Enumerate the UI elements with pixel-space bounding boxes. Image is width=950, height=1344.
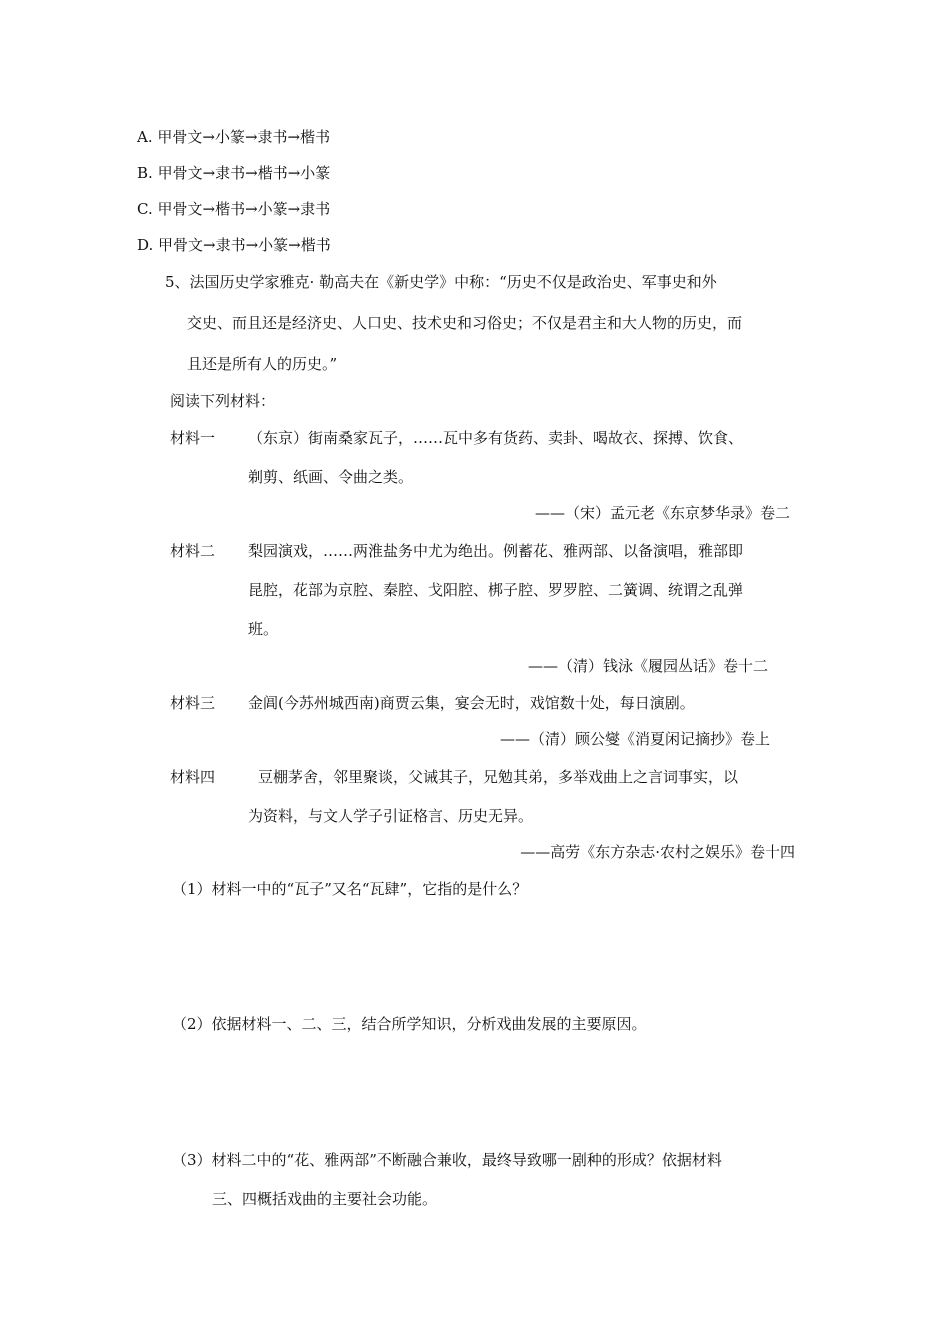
option-c-text: 甲骨文→楷书→小篆→隶书 xyxy=(157,200,331,218)
material-4-line2: 为资料，与文人学子引证格言、历史无异。 xyxy=(248,807,534,825)
sub-question-1: （1）材料一中的“瓦子”又名“瓦肆”，它指的是什么？ xyxy=(172,880,528,898)
sub-question-2: （2）依据材料一、二、三，结合所学知识，分析戏曲发展的主要原因。 xyxy=(172,1015,647,1033)
material-3-source: ——（清）顾公燮《消夏闲记摘抄》卷上 xyxy=(499,730,770,748)
question5-line2: 交史、而且还是经济史、人口史、技术史和习俗史；不仅是君主和大人物的历史，而 xyxy=(187,314,743,332)
material-2-label: 材料二 xyxy=(170,542,216,560)
material-2-line3: 班。 xyxy=(248,620,279,638)
material-1-line2: 剃剪、纸画、令曲之类。 xyxy=(248,468,414,486)
sub-question-3-line2: 三、四概括戏曲的主要社会功能。 xyxy=(212,1190,438,1208)
material-4-line1: 豆棚茅舍，邻里聚谈，父诫其子，兄勉其弟，多举戏曲上之言词事实，以 xyxy=(258,768,739,786)
material-1-line1: （东京）街南桑家瓦子，……瓦中多有货药、卖卦、喝故衣、探搏、饮食、 xyxy=(248,429,744,447)
option-b-label: B. xyxy=(137,164,153,182)
question5-line1: 5、法国历史学家雅克· 勒高夫在《新史学》中称：“历史不仅是政治史、军事史和外 xyxy=(165,273,717,291)
option-d-label: D. xyxy=(137,236,154,254)
option-b-text: 甲骨文→隶书→楷书→小篆 xyxy=(157,164,331,182)
question5-line3: 且还是所有人的历史。” xyxy=(187,355,338,373)
material-4-source: ——高劳《东方杂志·农村之娱乐》卷十四 xyxy=(520,843,795,861)
option-d xyxy=(137,235,331,255)
material-4-label: 材料四 xyxy=(170,768,216,786)
material-2-line1: 梨园演戏，……两淮盐务中尤为绝出。例蓄花、雅两部、以备演唱，雅部即 xyxy=(248,542,744,560)
material-1-label: 材料一 xyxy=(170,429,216,447)
option-c-label: C. xyxy=(137,200,153,218)
material-2-line2: 昆腔，花部为京腔、秦腔、戈阳腔、梆子腔、罗罗腔、二簧调、统谓之乱弹 xyxy=(248,581,744,599)
material-2-source: ——（清）钱泳《履园丛话》卷十二 xyxy=(527,657,768,675)
material-1-source: ——（宋）孟元老《东京梦华录》卷二 xyxy=(534,504,790,522)
option-c xyxy=(137,199,330,219)
option-b xyxy=(137,163,330,183)
material-3-label: 材料三 xyxy=(170,694,216,712)
sub-question-3-line1: （3）材料二中的“花、雅两部”不断融合兼收，最终导致哪一剧种的形成？依据材料 xyxy=(172,1151,722,1169)
option-d-text: 甲骨文→隶书→小篆→楷书 xyxy=(158,236,331,254)
option-a-text: 甲骨文→小篆→隶书→楷书 xyxy=(157,128,331,146)
option-a-label: A. xyxy=(137,128,153,146)
question5-intro: 阅读下列材料： xyxy=(170,392,276,410)
option-a xyxy=(137,127,330,147)
material-3-line1: 金阊(今苏州城西南)商贾云集，宴会无时，戏馆数十处，每日演剧。 xyxy=(248,694,695,712)
